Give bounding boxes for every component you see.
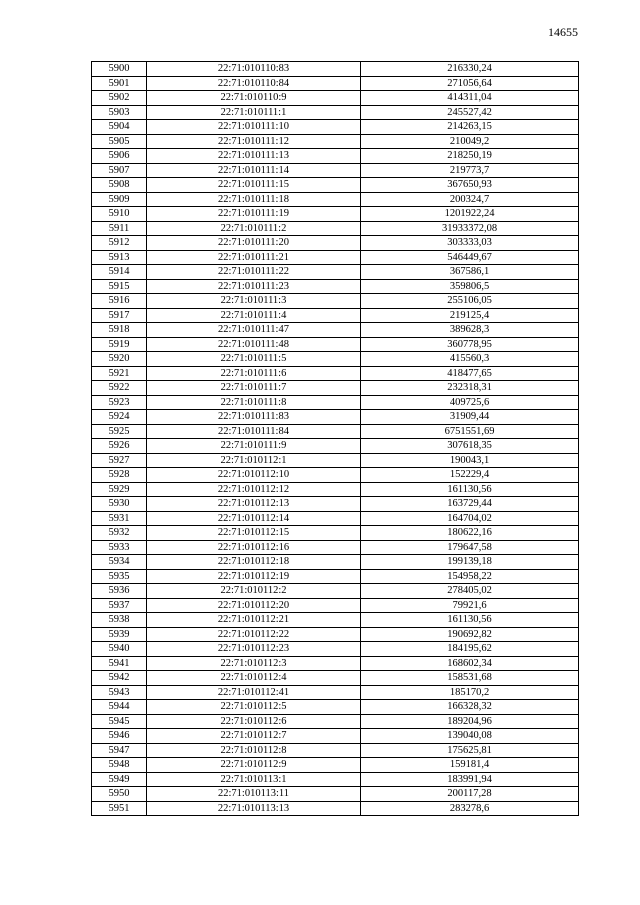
cadastral-number-cell: 22:71:010112:18 xyxy=(147,555,361,570)
table-row xyxy=(92,714,579,729)
cadastral-value-cell: 31909,44 xyxy=(361,410,579,425)
cadastral-number-cell: 22:71:010112:21 xyxy=(147,613,361,628)
table-row xyxy=(92,308,579,323)
cadastral-value-cell: 79921,6 xyxy=(361,598,579,613)
row-number-cell: 5945 xyxy=(92,714,147,729)
cadastral-number-cell: 22:71:010112:4 xyxy=(147,671,361,686)
cadastral-number-cell: 22:71:010111:83 xyxy=(147,410,361,425)
row-number-cell: 5901 xyxy=(92,76,147,91)
cadastral-number-cell: 22:71:010112:8 xyxy=(147,743,361,758)
cadastral-value-cell: 218250,19 xyxy=(361,149,579,164)
cadastral-number-cell: 22:71:010112:19 xyxy=(147,569,361,584)
cadastral-value-cell: 184195,62 xyxy=(361,642,579,657)
table-row xyxy=(92,120,579,135)
cadastral-number-cell: 22:71:010111:19 xyxy=(147,207,361,222)
table-row xyxy=(92,323,579,338)
cadastral-number-cell: 22:71:010112:41 xyxy=(147,685,361,700)
row-number-cell: 5942 xyxy=(92,671,147,686)
cadastral-value-cell: 303333,03 xyxy=(361,236,579,251)
row-number-cell: 5921 xyxy=(92,366,147,381)
cadastral-value-cell: 214263,15 xyxy=(361,120,579,135)
cadastral-number-cell: 22:71:010112:10 xyxy=(147,468,361,483)
cadastral-number-cell: 22:71:010111:18 xyxy=(147,192,361,207)
cadastral-value-cell: 175625,81 xyxy=(361,743,579,758)
table-row xyxy=(92,801,579,816)
row-number-cell: 5937 xyxy=(92,598,147,613)
cadastral-value-cell: 367650,93 xyxy=(361,178,579,193)
cadastral-value-cell: 414311,04 xyxy=(361,91,579,106)
table-row xyxy=(92,352,579,367)
table-row xyxy=(92,700,579,715)
table-row xyxy=(92,526,579,541)
cadastral-value-cell: 255106,05 xyxy=(361,294,579,309)
cadastral-number-cell: 22:71:010113:11 xyxy=(147,787,361,802)
cadastral-value-cell: 210049,2 xyxy=(361,134,579,149)
cadastral-number-cell: 22:71:010112:7 xyxy=(147,729,361,744)
cadastral-number-cell: 22:71:010112:2 xyxy=(147,584,361,599)
cadastral-number-cell: 22:71:010112:1 xyxy=(147,453,361,468)
row-number-cell: 5949 xyxy=(92,772,147,787)
cadastral-value-cell: 190692,82 xyxy=(361,627,579,642)
table-row xyxy=(92,685,579,700)
table-row xyxy=(92,410,579,425)
row-number-cell: 5910 xyxy=(92,207,147,222)
table-row xyxy=(92,439,579,454)
cadastral-number-cell: 22:71:010112:3 xyxy=(147,656,361,671)
cadastral-value-cell: 360778,95 xyxy=(361,337,579,352)
table-row xyxy=(92,236,579,251)
cadastral-value-cell: 278405,02 xyxy=(361,584,579,599)
row-number-cell: 5932 xyxy=(92,526,147,541)
table-body xyxy=(92,62,579,816)
cadastral-number-cell: 22:71:010111:2 xyxy=(147,221,361,236)
cadastral-number-cell: 22:71:010112:14 xyxy=(147,511,361,526)
table-row xyxy=(92,772,579,787)
row-number-cell: 5915 xyxy=(92,279,147,294)
row-number-cell: 5907 xyxy=(92,163,147,178)
table-row xyxy=(92,511,579,526)
cadastral-value-cell: 190043,1 xyxy=(361,453,579,468)
cadastral-number-cell: 22:71:010113:1 xyxy=(147,772,361,787)
cadastral-number-cell: 22:71:010111:12 xyxy=(147,134,361,149)
cadastral-value-cell: 546449,67 xyxy=(361,250,579,265)
table-row xyxy=(92,642,579,657)
cadastral-value-cell: 166328,32 xyxy=(361,700,579,715)
cadastral-number-cell: 22:71:010110:84 xyxy=(147,76,361,91)
row-number-cell: 5905 xyxy=(92,134,147,149)
cadastral-number-cell: 22:71:010110:9 xyxy=(147,91,361,106)
row-number-cell: 5904 xyxy=(92,120,147,135)
cadastral-number-cell: 22:71:010112:13 xyxy=(147,497,361,512)
table-row xyxy=(92,584,579,599)
table-row xyxy=(92,482,579,497)
row-number-cell: 5948 xyxy=(92,758,147,773)
cadastral-value-cell: 415560,3 xyxy=(361,352,579,367)
row-number-cell: 5941 xyxy=(92,656,147,671)
row-number-cell: 5943 xyxy=(92,685,147,700)
cadastral-value-cell: 185170,2 xyxy=(361,685,579,700)
row-number-cell: 5931 xyxy=(92,511,147,526)
cadastral-number-cell: 22:71:010111:13 xyxy=(147,149,361,164)
cadastral-number-cell: 22:71:010112:9 xyxy=(147,758,361,773)
row-number-cell: 5919 xyxy=(92,337,147,352)
row-number-cell: 5914 xyxy=(92,265,147,280)
table-row xyxy=(92,149,579,164)
row-number-cell: 5908 xyxy=(92,178,147,193)
table-row xyxy=(92,105,579,120)
cadastral-number-cell: 22:71:010111:48 xyxy=(147,337,361,352)
cadastral-number-cell: 22:71:010112:12 xyxy=(147,482,361,497)
row-number-cell: 5912 xyxy=(92,236,147,251)
cadastral-value-cell: 200324,7 xyxy=(361,192,579,207)
cadastral-number-cell: 22:71:010111:7 xyxy=(147,381,361,396)
row-number-cell: 5916 xyxy=(92,294,147,309)
cadastral-number-cell: 22:71:010112:16 xyxy=(147,540,361,555)
cadastral-value-cell: 6751551,69 xyxy=(361,424,579,439)
cadastral-value-cell: 367586,1 xyxy=(361,265,579,280)
cadastral-number-cell: 22:71:010112:6 xyxy=(147,714,361,729)
cadastral-value-cell: 183991,94 xyxy=(361,772,579,787)
cadastral-number-cell: 22:71:010111:15 xyxy=(147,178,361,193)
row-number-cell: 5926 xyxy=(92,439,147,454)
table-row xyxy=(92,758,579,773)
cadastral-number-cell: 22:71:010111:4 xyxy=(147,308,361,323)
cadastral-value-cell: 161130,56 xyxy=(361,613,579,628)
table-row xyxy=(92,192,579,207)
row-number-cell: 5930 xyxy=(92,497,147,512)
cadastral-value-cell: 180622,16 xyxy=(361,526,579,541)
page-number: 14655 xyxy=(548,25,578,39)
table-row xyxy=(92,178,579,193)
row-number-cell: 5920 xyxy=(92,352,147,367)
table-row xyxy=(92,294,579,309)
table-row xyxy=(92,569,579,584)
table-row xyxy=(92,787,579,802)
row-number-cell: 5902 xyxy=(92,91,147,106)
row-number-cell: 5944 xyxy=(92,700,147,715)
table-row xyxy=(92,265,579,280)
table-row xyxy=(92,221,579,236)
cadastral-value-cell: 283278,6 xyxy=(361,801,579,816)
cadastral-value-cell: 271056,64 xyxy=(361,76,579,91)
row-number-cell: 5918 xyxy=(92,323,147,338)
cadastral-value-cell: 359806,5 xyxy=(361,279,579,294)
cadastral-value-cell: 307618,35 xyxy=(361,439,579,454)
table-row xyxy=(92,395,579,410)
table-row xyxy=(92,743,579,758)
table-row xyxy=(92,656,579,671)
cadastral-number-cell: 22:71:010111:10 xyxy=(147,120,361,135)
cadastral-value-cell: 152229,4 xyxy=(361,468,579,483)
table-row xyxy=(92,598,579,613)
row-number-cell: 5947 xyxy=(92,743,147,758)
cadastral-number-cell: 22:71:010111:5 xyxy=(147,352,361,367)
table-row xyxy=(92,62,579,77)
table-row xyxy=(92,207,579,222)
cadastral-value-cell: 219125,4 xyxy=(361,308,579,323)
cadastral-number-cell: 22:71:010111:1 xyxy=(147,105,361,120)
cadastral-number-cell: 22:71:010112:22 xyxy=(147,627,361,642)
cadastral-value-cell: 232318,31 xyxy=(361,381,579,396)
row-number-cell: 5906 xyxy=(92,149,147,164)
row-number-cell: 5940 xyxy=(92,642,147,657)
row-number-cell: 5950 xyxy=(92,787,147,802)
row-number-cell: 5911 xyxy=(92,221,147,236)
row-number-cell: 5925 xyxy=(92,424,147,439)
cadastral-value-cell: 409725,6 xyxy=(361,395,579,410)
table-row xyxy=(92,671,579,686)
row-number-cell: 5936 xyxy=(92,584,147,599)
cadastral-value-cell: 219773,7 xyxy=(361,163,579,178)
table-row xyxy=(92,279,579,294)
cadastral-number-cell: 22:71:010113:13 xyxy=(147,801,361,816)
table-row xyxy=(92,91,579,106)
table-row xyxy=(92,381,579,396)
cadastral-number-cell: 22:71:010111:6 xyxy=(147,366,361,381)
cadastral-number-cell: 22:71:010111:8 xyxy=(147,395,361,410)
table-row xyxy=(92,163,579,178)
row-number-cell: 5923 xyxy=(92,395,147,410)
table-row xyxy=(92,497,579,512)
cadastral-number-cell: 22:71:010111:3 xyxy=(147,294,361,309)
row-number-cell: 5927 xyxy=(92,453,147,468)
row-number-cell: 5938 xyxy=(92,613,147,628)
cadastral-value-cell: 163729,44 xyxy=(361,497,579,512)
cadastral-value-cell: 1201922,24 xyxy=(361,207,579,222)
row-number-cell: 5939 xyxy=(92,627,147,642)
row-number-cell: 5951 xyxy=(92,801,147,816)
table-row xyxy=(92,729,579,744)
row-number-cell: 5934 xyxy=(92,555,147,570)
row-number-cell: 5933 xyxy=(92,540,147,555)
cadastral-number-cell: 22:71:010111:23 xyxy=(147,279,361,294)
cadastral-number-cell: 22:71:010112:20 xyxy=(147,598,361,613)
cadastral-value-cell: 139040,08 xyxy=(361,729,579,744)
cadastral-number-cell: 22:71:010112:15 xyxy=(147,526,361,541)
table-row xyxy=(92,424,579,439)
cadastral-value-cell: 200117,28 xyxy=(361,787,579,802)
cadastral-number-cell: 22:71:010110:83 xyxy=(147,62,361,77)
table-row xyxy=(92,76,579,91)
table-row xyxy=(92,613,579,628)
cadastral-value-cell: 389628,3 xyxy=(361,323,579,338)
table-row xyxy=(92,468,579,483)
row-number-cell: 5909 xyxy=(92,192,147,207)
cadastral-number-cell: 22:71:010111:9 xyxy=(147,439,361,454)
row-number-cell: 5900 xyxy=(92,62,147,77)
row-number-cell: 5917 xyxy=(92,308,147,323)
cadastral-number-cell: 22:71:010111:22 xyxy=(147,265,361,280)
cadastral-value-table xyxy=(91,61,579,816)
table-row xyxy=(92,134,579,149)
row-number-cell: 5946 xyxy=(92,729,147,744)
row-number-cell: 5903 xyxy=(92,105,147,120)
table-row xyxy=(92,337,579,352)
cadastral-value-cell: 154958,22 xyxy=(361,569,579,584)
cadastral-value-cell: 418477,65 xyxy=(361,366,579,381)
cadastral-value-cell: 159181,4 xyxy=(361,758,579,773)
cadastral-value-cell: 158531,68 xyxy=(361,671,579,686)
row-number-cell: 5929 xyxy=(92,482,147,497)
cadastral-value-cell: 199139,18 xyxy=(361,555,579,570)
cadastral-value-cell: 31933372,08 xyxy=(361,221,579,236)
row-number-cell: 5922 xyxy=(92,381,147,396)
cadastral-number-cell: 22:71:010111:84 xyxy=(147,424,361,439)
cadastral-value-cell: 189204,96 xyxy=(361,714,579,729)
row-number-cell: 5935 xyxy=(92,569,147,584)
table-row xyxy=(92,627,579,642)
cadastral-value-cell: 216330,24 xyxy=(361,62,579,77)
cadastral-value-cell: 179647,58 xyxy=(361,540,579,555)
cadastral-number-cell: 22:71:010112:5 xyxy=(147,700,361,715)
cadastral-number-cell: 22:71:010111:20 xyxy=(147,236,361,251)
table-row xyxy=(92,540,579,555)
cadastral-number-cell: 22:71:010111:21 xyxy=(147,250,361,265)
cadastral-value-cell: 161130,56 xyxy=(361,482,579,497)
row-number-cell: 5924 xyxy=(92,410,147,425)
table-row xyxy=(92,366,579,381)
cadastral-number-cell: 22:71:010112:23 xyxy=(147,642,361,657)
table-row xyxy=(92,555,579,570)
row-number-cell: 5913 xyxy=(92,250,147,265)
cadastral-value-cell: 245527,42 xyxy=(361,105,579,120)
table-row xyxy=(92,250,579,265)
cadastral-value-cell: 168602,34 xyxy=(361,656,579,671)
table-row xyxy=(92,453,579,468)
cadastral-value-cell: 164704,02 xyxy=(361,511,579,526)
cadastral-number-cell: 22:71:010111:47 xyxy=(147,323,361,338)
row-number-cell: 5928 xyxy=(92,468,147,483)
cadastral-number-cell: 22:71:010111:14 xyxy=(147,163,361,178)
